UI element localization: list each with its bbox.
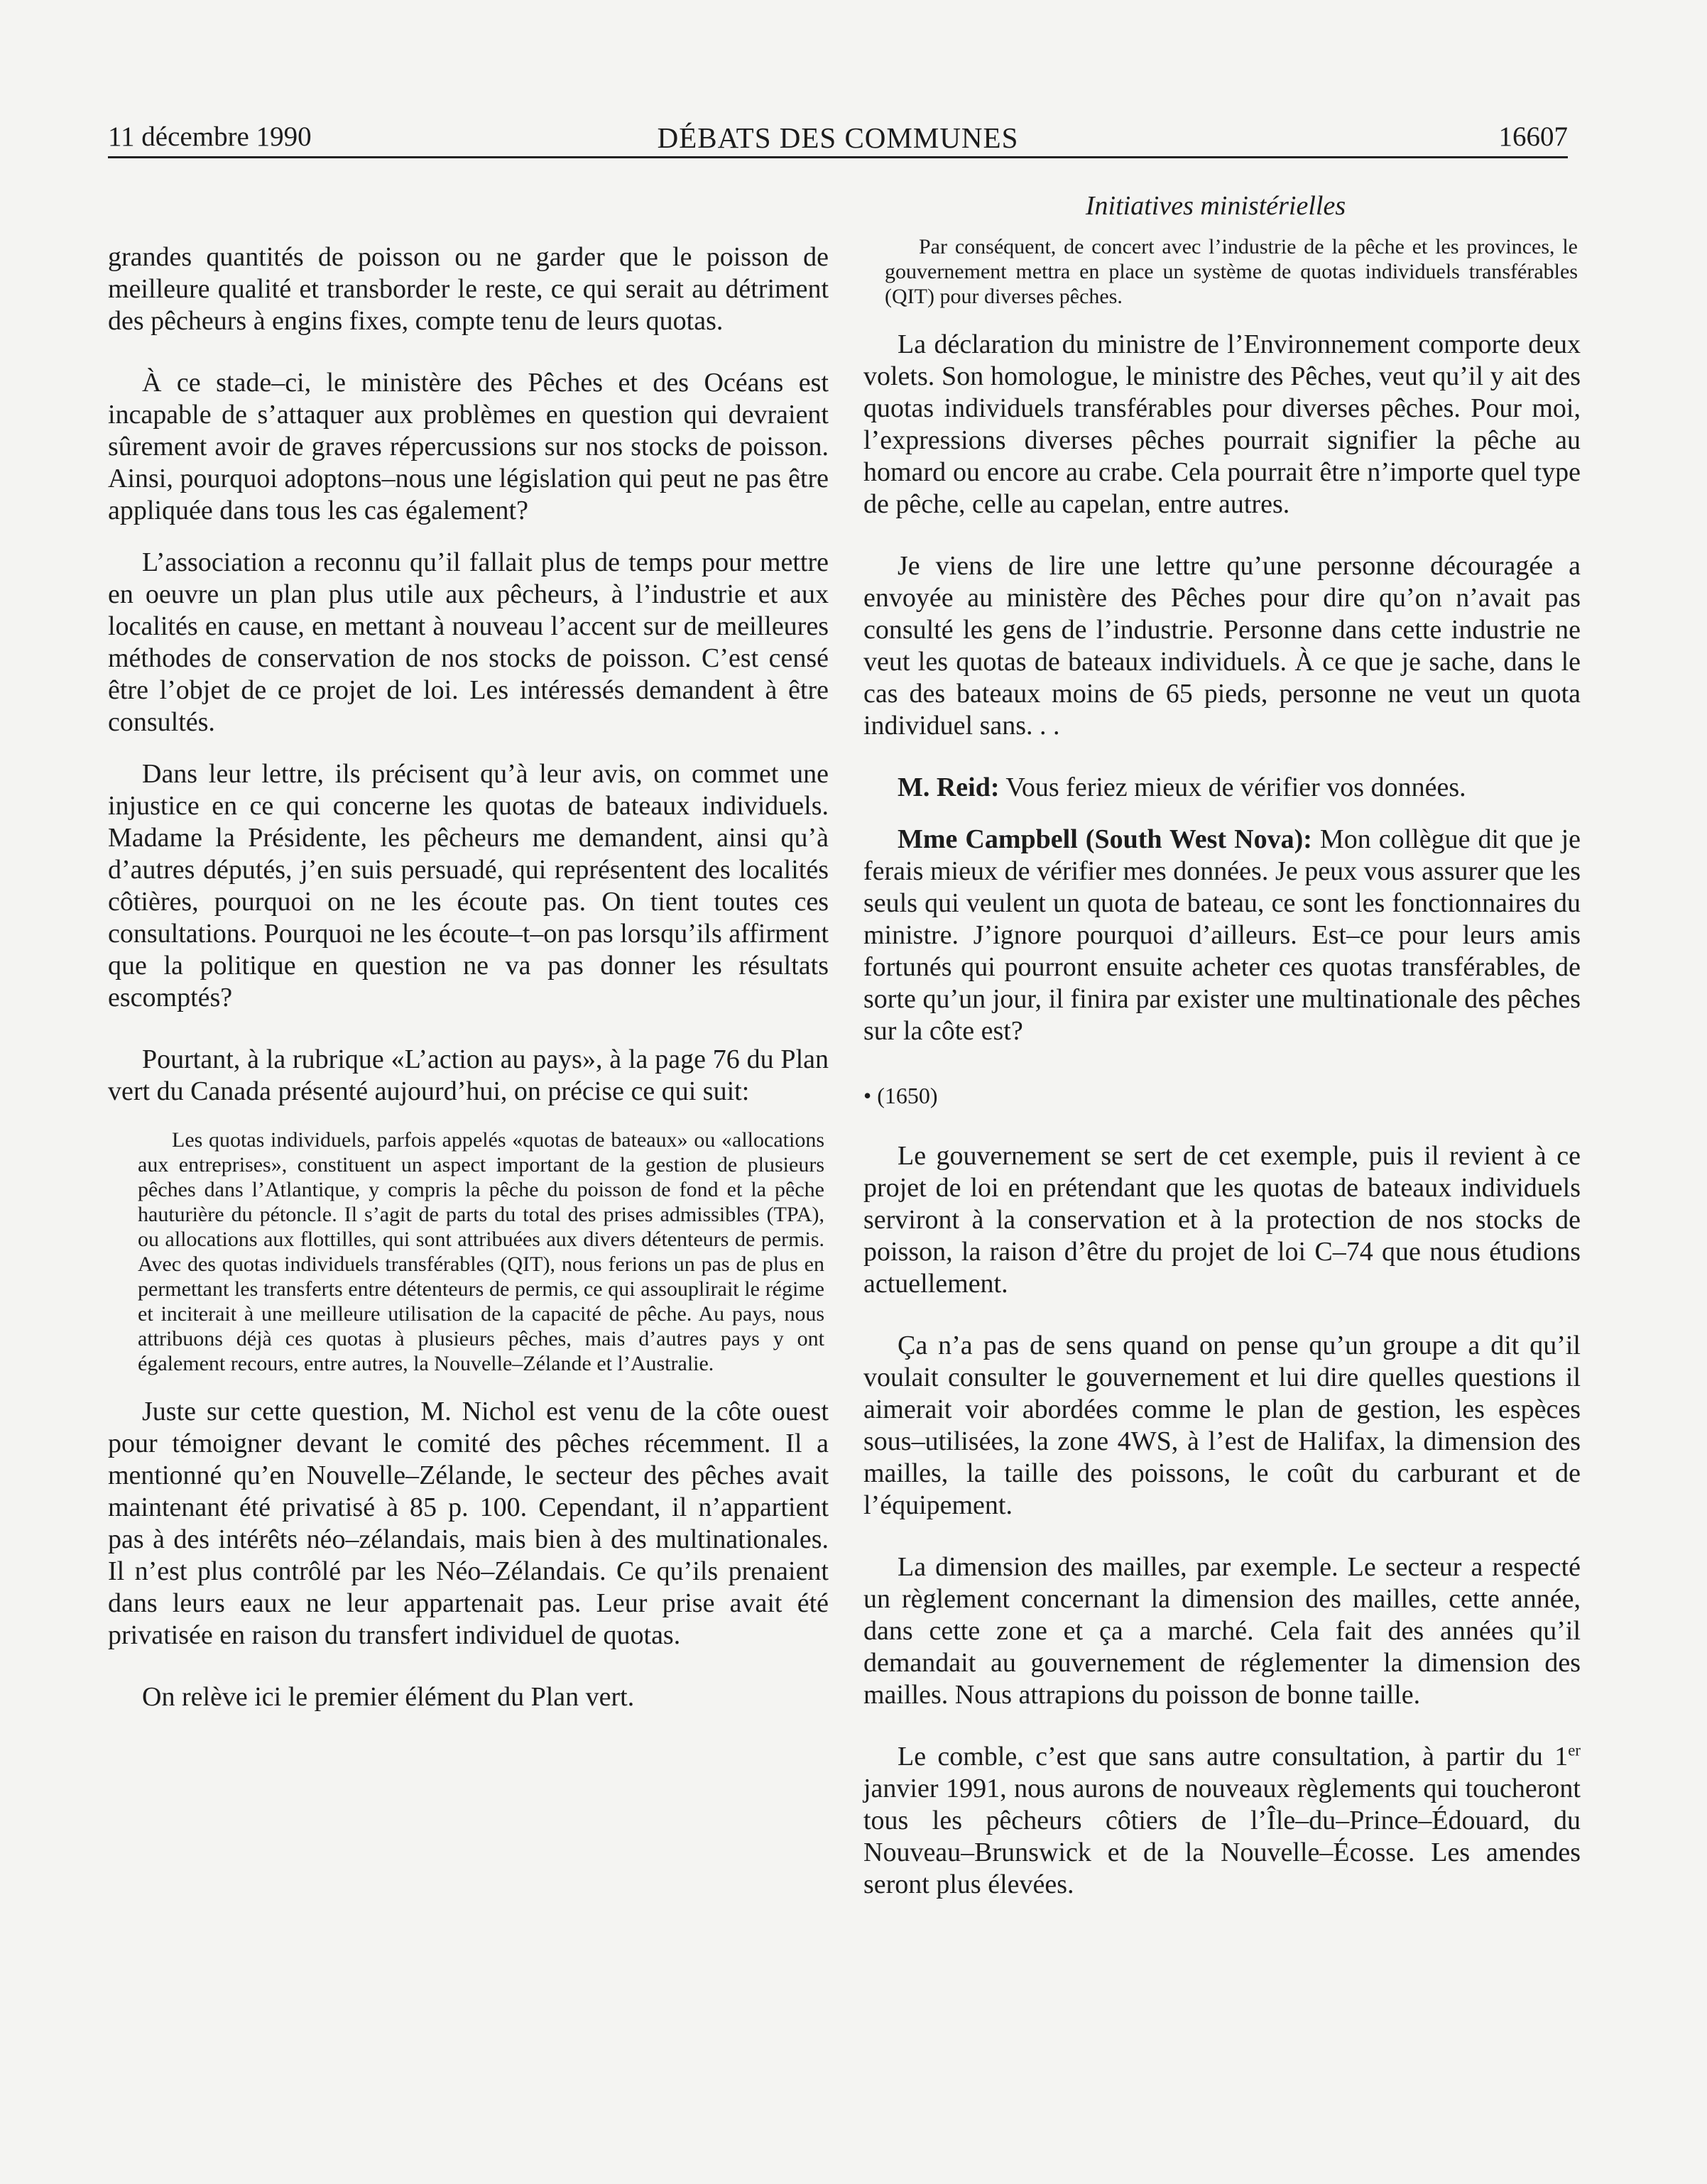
time-marker: • (1650) xyxy=(863,1083,938,1108)
paragraph: À ce stade–ci, le ministère des Pêches et des Océans est incapable de s’attaquer aux problèmes en question qui devraient sûrement avoir de graves répercussions sur nos stocks de poisson. Ainsi, pourquoi adoptons–nous une législation qui peut ne pas être appliquée dans tous les cas également? xyxy=(108,368,829,525)
paragraph: Pourtant, à la rubrique «L’action au pays», à la page 76 du Plan vert du Canada présenté aujourd’hui, on précise ce qui suit: xyxy=(108,1044,829,1106)
paragraph: L’association a reconnu qu’il fallait plus de temps pour mettre en oeuvre un plan plus utile aux pêcheurs, à l’industrie et aux localités en cause, en mettant à nouveau l’accent sur de meilleures méthodes de conservation de nos stocks de poisson. C’est censé être l’objet de ce projet de loi. Les intéressés demandent à être consultés. xyxy=(108,547,829,737)
speaker-name: M. Reid: xyxy=(898,772,1000,802)
paragraph xyxy=(863,1741,1581,1901)
paragraph: grandes quantités de poisson ou ne garder que le poisson de meilleure qualité et transborder le reste, ce qui serait au détriment des pêcheurs à engins fixes, compte tenu de leurs quotas. xyxy=(108,242,829,336)
paragraph: La dimension des mailles, par exemple. Le secteur a respecté un règlement concernant la dimension des mailles, cette année, dans cette zone et ça a marché. Cela fait des années qu’il demandait au gouvernement de réglementer la dimension des mailles. Nous attrapions du poisson de bonne taille. xyxy=(863,1552,1581,1710)
left-column xyxy=(108,241,829,1713)
section-label: Initiatives ministérielles xyxy=(1085,191,1346,221)
paragraph: La déclaration du ministre de l’Environnement comporte deux volets. Son homologue, le ministre des Pêches, veut qu’il y ait des quotas individuels transférables pour diverses pêches. Pour moi, l’expressions diverses pêches pourrait signifier la pêche au homard ou encore au crabe. Cela pourrait être n’importe quel type de pêche, celle au capelan, entre autres. xyxy=(863,329,1581,519)
paragraph: Juste sur cette question, M. Nichol est venu de la côte ouest pour témoigner devant le comité des pêches récemment. Il a mentionné qu’en Nouvelle–Zélande, le secteur des pêches avait maintenant été privatisé à 85 p. 100. Cependant, il n’appartient pas à des intérêts néo–zélandais, mais bien à des multinationales. Il n’est plus contrôlé par les Néo–Zélandais. Ce qu’ils prenaient dans leurs eaux ne leur appartenait pas. Leur prise avait été privatisée en raison du transfert individuel de quotas. xyxy=(108,1397,829,1650)
paragraph: Ça n’a pas de sens quand on pense qu’un groupe a dit qu’il voulait consulter le gouvernement et lui dire quelles questions il aimerait voir abordées comme le plan de gestion, les espèces sous–utilisées, la zone 4WS, à l’est de Halifax, la dimension des mailles, la taille des poissons, le coût du carburant et de l’équipement. xyxy=(863,1331,1581,1520)
right-column xyxy=(863,234,1581,1901)
speaker-name: Mme Campbell (South West Nova): xyxy=(898,824,1312,854)
paragraph: Dans leur lettre, ils précisent qu’à leur avis, on commet une injustice en ce qui concerne les quotas de bateaux individuels. Madame la Présidente, les pêcheurs me demandent, ainsi qu’à d’autres députés, j’en suis persuadé, qui représentent des localités côtières, pourquoi on ne les écoute pas. On tient toutes ces consultations. Pourquoi ne les écoute–t–on pas lorsqu’ils affirment que la politique en question ne va pas donner les résultats escomptés? xyxy=(108,759,829,1012)
paragraph: Je viens de lire une lettre qu’une personne découragée a envoyée au ministère des Pêches pour dire qu’on n’avait pas consulté les gens de l’industrie. Personne dans cette industrie ne veut les quotas de bateaux individuels. À ce que je sache, dans le cas des bateaux moins de 65 pieds, personne ne veut un quota individuel sans. . . xyxy=(863,551,1581,741)
page-number: 16607 xyxy=(1498,121,1568,152)
speech-text: Vous feriez mieux de vérifier vos données. xyxy=(999,772,1466,802)
text-run: janvier 1991, nous aurons de nouveaux règlements qui toucheront tous les pêcheurs côtiers de l’Île–du–Prince–Édouard, du Nouveau–Brunswick et de la Nouvelle–Écosse. Les amendes seront plus élevées. xyxy=(863,1774,1581,1899)
speech-reid xyxy=(863,772,1581,804)
speech-campbell xyxy=(863,824,1581,1047)
page-header xyxy=(108,114,1568,158)
superscript: er xyxy=(1568,1741,1581,1759)
header-title: DÉBATS DES COMMUNES xyxy=(657,121,1019,154)
speech-text: Mon collègue dit que je ferais mieux de vérifier mes données. Je peux vous assurer que les seuls qui veulent un quota de bateau, ce sont les fonctionnaires du ministre. J’ignore pourquoi d’ailleurs. Est–ce pour leurs amis fortunés qui pourront ensuite acheter ces quotas transférables, de sorte qu’un jour, il finira par exister une multinationale des pêches sur la côte est? xyxy=(863,824,1581,1046)
block-quote: Par conséquent, de concert avec l’industrie de la pêche et les provinces, le gouvernement mettra en place un système de quotas individuels transférables (QIT) pour diverses pêches. xyxy=(885,235,1578,308)
paragraph: Le gouvernement se sert de cet exemple, puis il revient à ce projet de loi en prétendant que les quotas de bateaux individuels serviront à la conservation et à la protection de nos stocks de poisson, la raison d’être du projet de loi C–74 que nous étudions actuellement. xyxy=(863,1141,1581,1299)
header-date: 11 décembre 1990 xyxy=(108,121,312,152)
block-quote: Les quotas individuels, parfois appelés «quotas de bateaux» ou «allocations aux entreprises», constituent un aspect important de la gestion de plusieurs pêches dans l’Atlantique, y compris la pêche du poisson de fond et la pêche hauturière du pétoncle. Il s’agit de parts du total des prises admissibles (TPA), ou allocations aux flottilles, qui sont attribuées aux divers détenteurs de permis. Avec des quotas individuels transférables (QIT), nous ferions un pas de plus en permettant les transferts entre détenteurs de permis, ce qui assouplirait le régime et inciterait à une meilleure utilisation de la capacité de pêche. Au pays, nous attribuons déjà ces quotas à plusieurs pêches, mais d’autres pays y ont également recours, entre autres, la Nouvelle–Zélande et l’Australie. xyxy=(138,1128,824,1375)
paragraph: On relève ici le premier élément du Plan vert. xyxy=(142,1682,635,1712)
text-run: Le comble, c’est que sans autre consultation, à partir du 1 xyxy=(898,1742,1569,1771)
